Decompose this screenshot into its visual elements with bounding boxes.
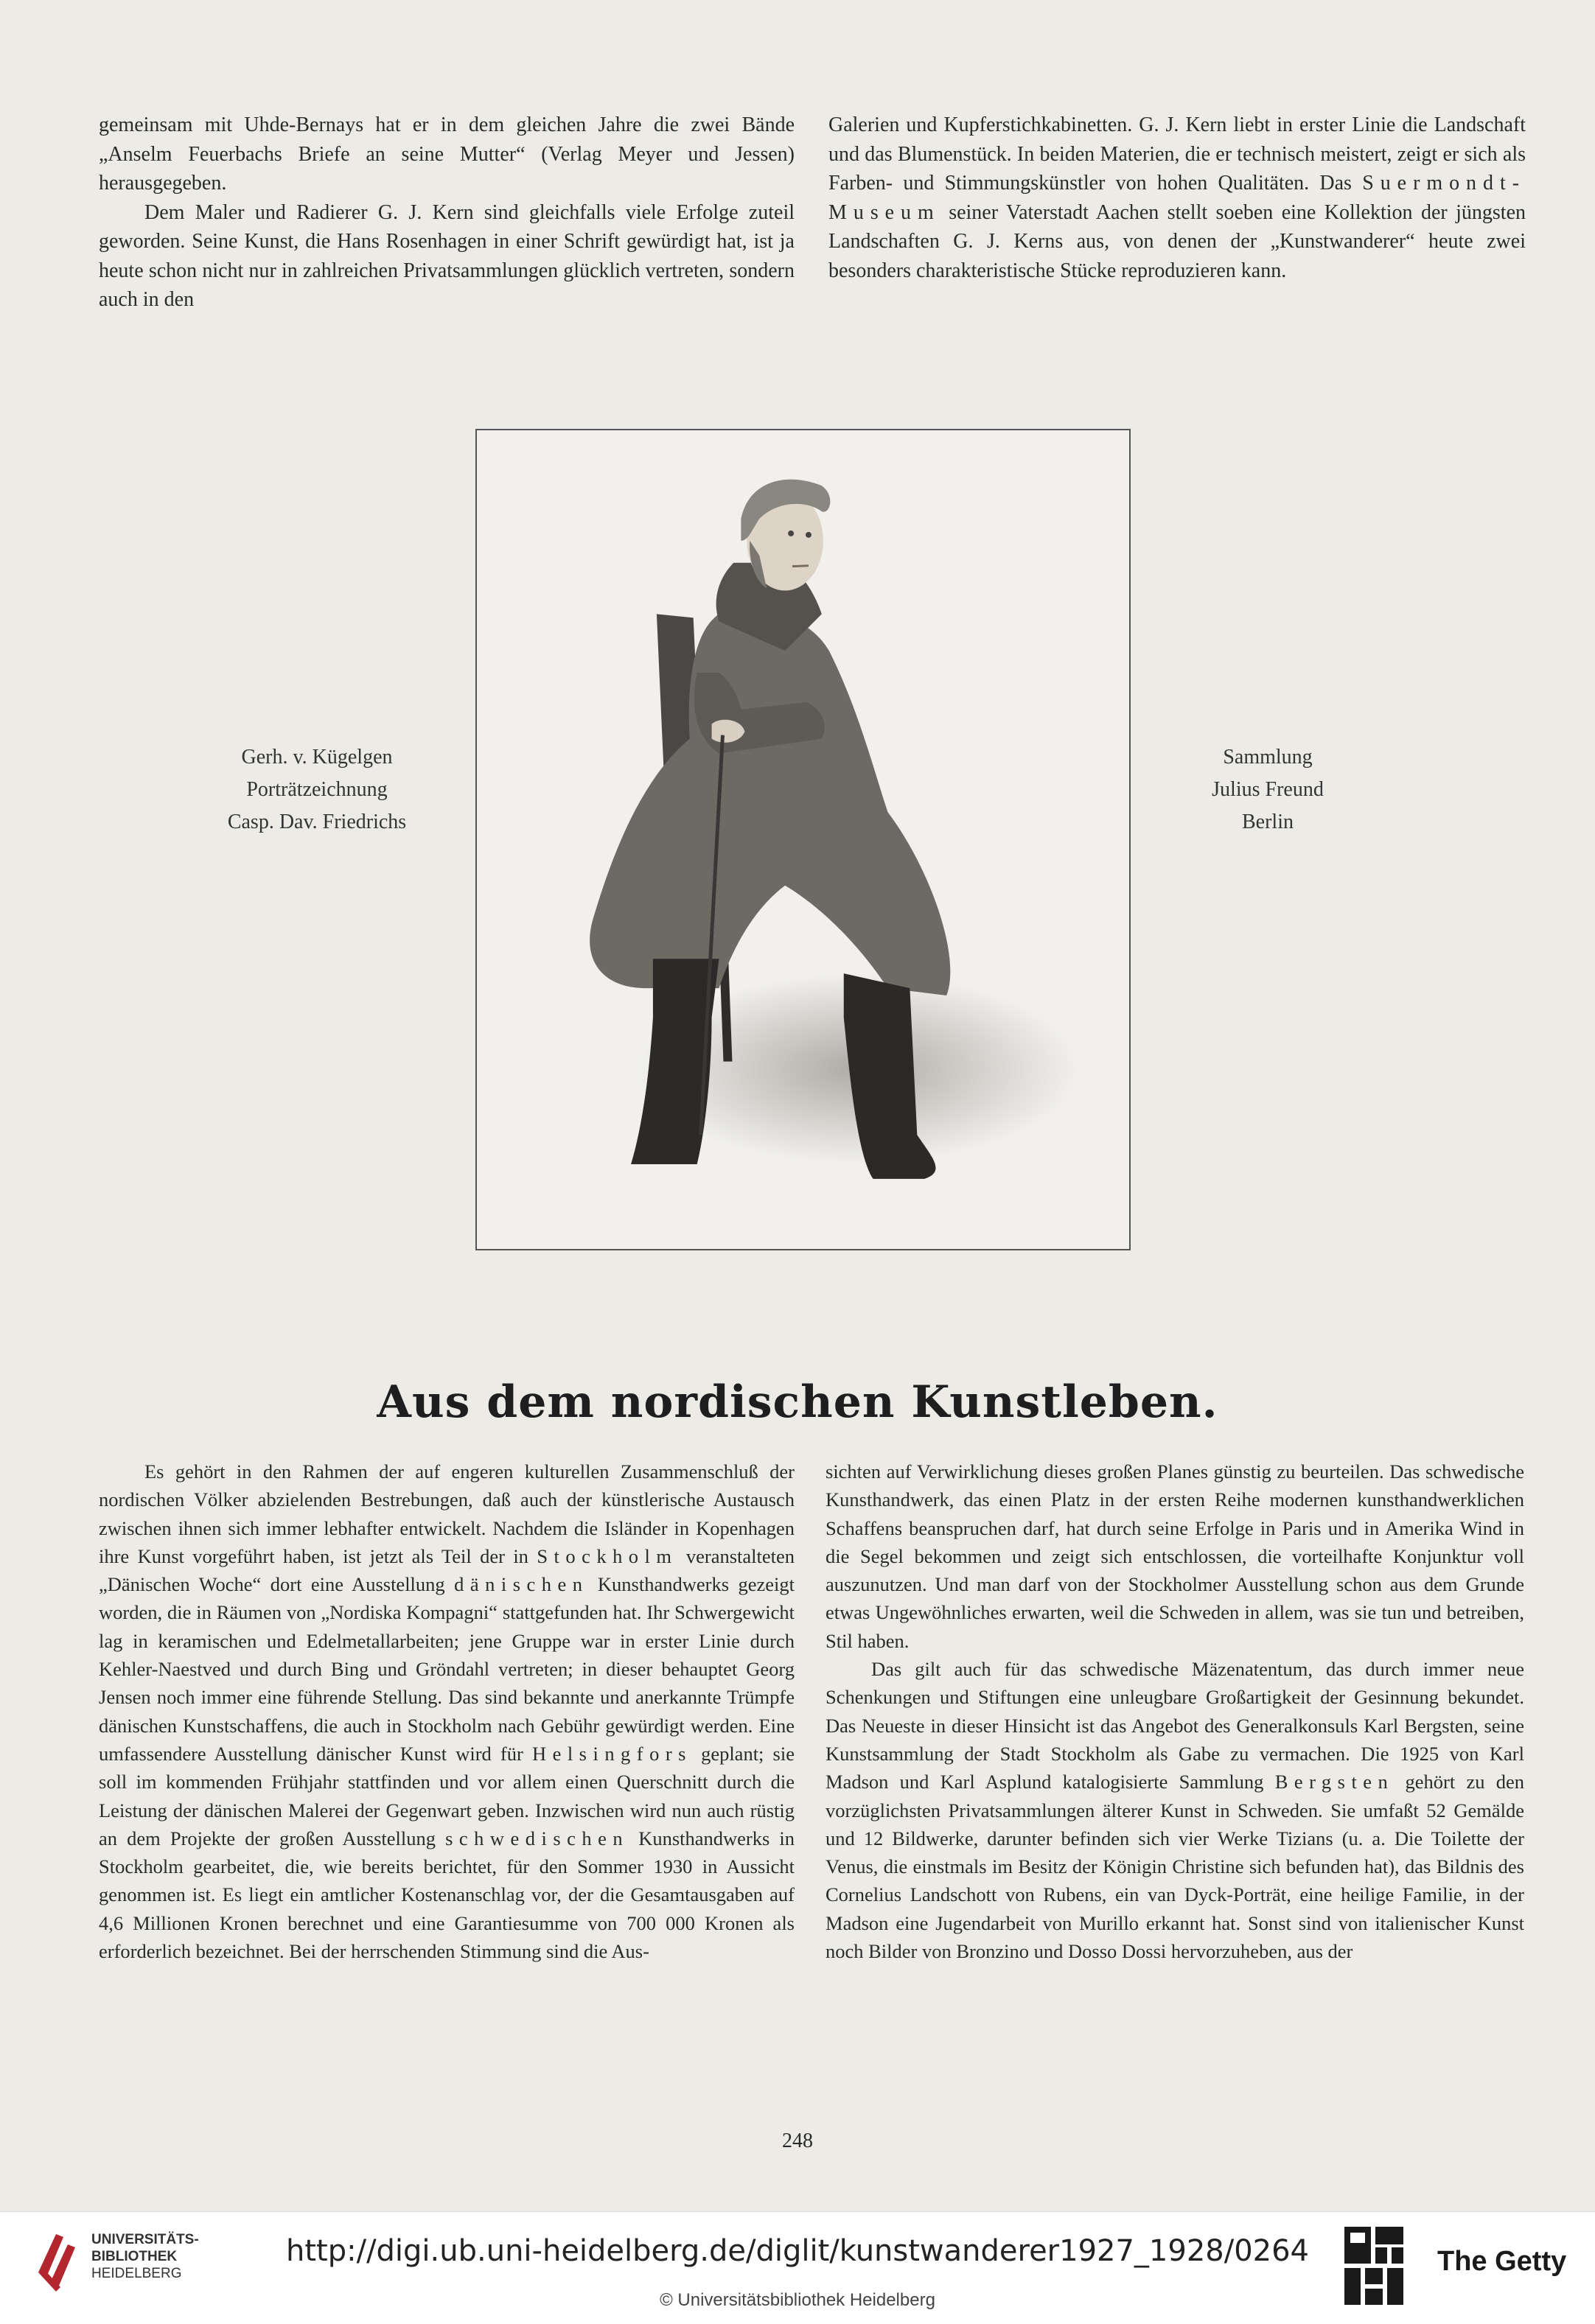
eye [788,531,794,536]
library-name-line: HEIDELBERG [91,2266,182,2281]
digitization-footer [0,2211,1595,2324]
portrait-figure [475,429,1131,1250]
caption-collection: Sammlung [1223,746,1313,769]
spaced-schwedischen: schwedischen [445,1827,629,1849]
article-left-column [99,1457,795,1965]
article-right-column [826,1457,1524,1965]
eye [806,532,812,538]
getty-logo-icon [1343,2225,1405,2308]
figure-caption-right [1135,741,1400,839]
caption-artist: Gerh. v. Kügelgen [241,746,393,769]
caption-subject: Casp. Dav. Friedrichs [227,811,407,833]
suermondt-museum-name: Suermondt-Museum [828,172,1526,224]
figure-caption-left [184,741,450,839]
spaced-helsingfors: Helsingfors [531,1742,692,1765]
article-left-text-d: geplant; sie soll im kommenden Frühjahr stattfinden und vor allem einen Querschnitt durch die Leistung der dänischen Malerei der Gegenwart geben. Inzwischen wird nun auch rüstig an dem Projekte der großen Ausstellung [99,1742,795,1849]
page-number: 248 [782,2129,813,2152]
article-right-paragraph-1: sichten auf Verwirklichung dieses großen Planes günstig zu beurteilen. Das schwedische Kunsthandwerk, das einen Platz in der ersten Reihe modernen kunsthandwerklichen Schaffens beanspruchen darf, hat durch seine Erfolge in Paris und in Amerika Wind in die Segel bekommen und zeigt sich entschlossen, die vorteilhafte Konjunktur voll auszunutzen. Und man darf von der Stockholmer Ausstellung schon aus dem Grunde etwas Ungewöhnliches erwarten, weil die Schweden in allem, was sie tun und betreiben, Stil haben. [826,1460,1524,1652]
article-right-text-a: Das gilt auch für das schwedische Mäzenatentum, das durch immer neue Schenkungen und Stiftungen eine unleugbare Großartigkeit der Gesinnung bekundet. Das Neueste in dieser Hinsicht ist das Angebot des Generalkonsuls Karl Bergsten, seine Kunstsammlung der Stadt Stockholm als Gabe zu vermachen. Die 1925 von Karl Madson und Karl Asplund katalogisierte Sammlung [826,1658,1524,1793]
mouth [792,566,809,567]
spaced-daenischen: dänischen [454,1573,589,1596]
portrait-drawing [477,430,1129,1249]
spaced-stockholm: Stockholm [537,1544,678,1567]
top-right-column [828,111,1526,285]
top-right-paragraph [828,111,1526,285]
article-right-text-b: gehört zu den vorzüglichsten Privatsammlungen älterer Kunst in Schweden. Sie umfaßt 52 Gemälde und 12 Bildwerke, darunter befinden sich vier Werke Tizians (u. a. Die Toilette der Venus, die einstmals im Besitz der Königin Christine sich befunden hat), das Bildnis des Cornelius Landschott von Rubens, ein van Dyck-Porträt, eine heilige Familie, in der Madson eine Jugendarbeit von Murillo erkannt hat. Sonst sind von italienischer Kunst noch Bilder von Bronzino und Dosso Dossi hervorzuheben, aus der [826,1771,1525,1963]
partner-name: The Getty [1437,2246,1567,2277]
article-left-text-a: Es gehört in den Rahmen der auf engeren kulturellen Zusammenschluß der nordischen Völker abzielenden Bestrebungen, daß auch der künstlerische Austausch zwischen ihnen sich immer lebhafter entwickelt. Nachdem die Isländer in Kopenhagen ihre Kunst vorgeführt haben, ist jetzt als Teil der in [99,1460,795,1567]
top-left-paragraph-1: gemeinsam mit Uhde-Bernays hat er in dem gleichen Jahre die zwei Bände „Anselm Feuerbachs Briefe an seine Mutter“ (Verlag Meyer und Jessen) herausgegeben. [99,113,795,195]
article-left-text-b: veranstalteten „Dänischen Woche“ dort eine Ausstellung [99,1544,795,1596]
library-name-line: BIBLIOTHEK [91,2249,178,2264]
caption-type: Porträtzeichnung [246,778,388,801]
coat [590,612,950,995]
top-left-column [99,111,795,315]
copyright-notice: © Universitätsbibliothek Heidelberg [660,2290,935,2310]
article-title: Aus dem nordischen Kunstleben. [377,1376,1218,1428]
top-left-paragraph-2: Dem Maler und Radierer G. J. Kern sind gleichfalls viele Erfolge zuteil geworden. Seine Kunst, die Hans Rosenhagen in einer Schrift gewürdigt hat, ist ja heute schon nicht nur in zahlreichen Privatsammlungen glücklich vertreten, sondern auch in den [99,200,795,311]
article-left-text-e: Kunsthandwerks in Stockholm gearbeitet, die, wie bereits berichtet, für den Sommer 1930 in Aussicht genommen ist. Es liegt ein amtlicher Kostenanschlag vor, der die Gesamtausgaben auf 4,6 Millionen Kronen berechnet und eine Garantiesumme von 700 000 Kronen als erforderlich bezeichnet. Bei der herrschenden Stimmung sind die Aus- [99,1827,795,1963]
top-right-text-a: Galerien und Kupferstichkabinetten. G. J. Kern liebt in erster Linie die Landschaft und das Blumenstück. In beiden Materien, die er technisch meistert, zeigt er sich als Farben- und Stimmungskünstler von hohen Qualitäten. Das [828,113,1526,195]
caption-owner: Julius Freund [1212,778,1324,801]
article-right-paragraph-2 [826,1655,1524,1965]
article-left-paragraph [99,1457,795,1965]
spaced-bergsten: Bergsten [1274,1771,1395,1793]
permalink-url[interactable]: http://digi.ub.uni-heidelberg.de/diglit/kunstwanderer1927_1928/0264 [286,2234,1309,2268]
library-name-line: UNIVERSITÄTS- [91,2232,199,2247]
top-right-text-b: seiner Vaterstadt Aachen stellt soeben eine Kollektion der jüngsten Landschaften G. J. Kerns aus, von denen der „Kunstwanderer“ heute zwei besonders charakteristische Stücke reproduzieren kann. [828,200,1526,282]
caption-city: Berlin [1242,811,1294,833]
article-left-text-c: Kunsthandwerks gezeigt worden, die in Räumen von „Nordiska Kompagni“ stattgefunden hat. Ihr Schwergewicht lag in keramischen und Edelmetallarbeiten; jene Gruppe war in erster Linie durch Kehler-Naestved und durch Bing und Gröndahl vertreten; in dieser behauptet Georg Jensen noch immer eine führende Stellung. Das sind bekannte und anerkannte Trümpfe dänischen Kunstschaffens, die auch in Stockholm nach Gebühr gewürdigt werden. Eine umfassendere Ausstellung dänischer Kunst wird für [99,1573,795,1765]
